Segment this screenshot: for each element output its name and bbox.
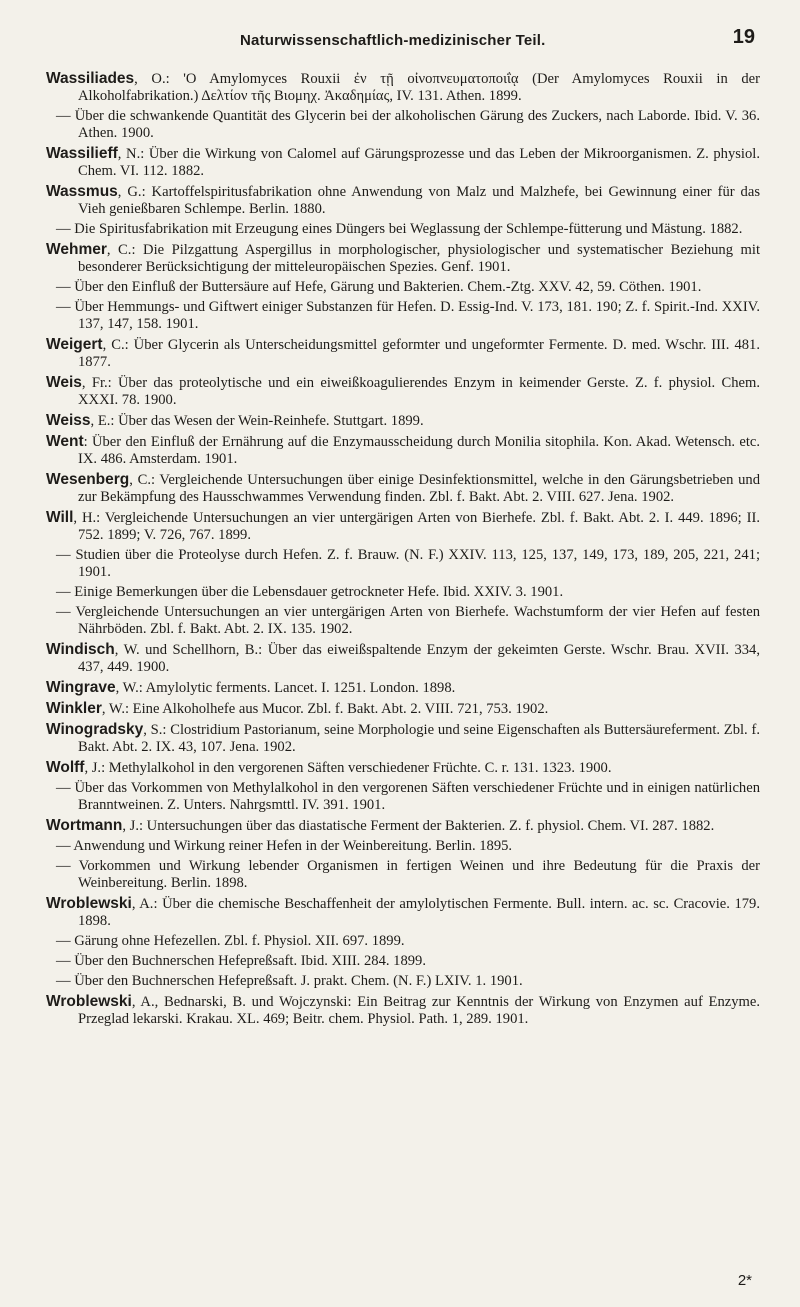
entry-author: Weis — [46, 374, 82, 391]
entry-author: Wassiliades — [46, 70, 135, 87]
entry-author: Went — [46, 433, 84, 450]
entry-text: , A.: Über die chemische Beschaffenheit der amylolytischen Fermente. Bull. intern. ac. sc. Cracovie. 179. 1898. — [78, 896, 760, 929]
entry-author: Wehmer — [46, 241, 107, 258]
running-head: Naturwissenschaftlich-medizinischer Teil. — [240, 32, 546, 49]
bibliography-entry — [46, 183, 760, 218]
entry-text: , C.: Vergleichende Untersuchungen über einige Desinfektionsmittel, welche in den Gärungsbetrieben und zur Bekämpfung des Hausschwammes Verwendung finden. Zbl. f. Bakt. Abt. 2. VIII. 627. Jena. 1902. — [78, 472, 760, 505]
bibliography-entry — [46, 145, 760, 180]
entry-text: , J.: Untersuchungen über das diastatische Ferment der Bakterien. Z. f. physiol. Chem. VI. 287. 1882. — [122, 818, 715, 834]
entry-author: Wortmann — [46, 817, 123, 834]
entry-author: Wroblewski — [46, 993, 132, 1010]
bibliography-entry — [46, 471, 760, 506]
entry-text: , H.: Vergleichende Untersuchungen an vier untergärigen Arten von Bierhefe. Zbl. f. Bakt. Abt. 2. I. 449. 1896; II. 752. 1899; V. 726, 767. 1899. — [73, 510, 760, 543]
entry-text: — Über den Einfluß der Buttersäure auf Hefe, Gärung und Bakterien. Chem.-Ztg. XXV. 42, 59. Cöthen. 1901. — [56, 279, 702, 295]
entry-author: Wesenberg — [46, 471, 130, 488]
bibliography-entry — [46, 838, 760, 855]
bibliography-entry — [46, 299, 760, 333]
entry-text: — Studien über die Proteolyse durch Hefen. Z. f. Brauw. (N. F.) XXIV. 113, 125, 137, 149, 173, 189, 205, 221, 241; 1901. — [56, 547, 760, 580]
entry-author: Weigert — [46, 336, 103, 353]
bibliography-entry — [46, 895, 760, 930]
bibliography-entry — [46, 858, 760, 892]
bibliography-entry — [46, 221, 760, 238]
entry-text: — Gärung ohne Hefezellen. Zbl. f. Physiol. XII. 697. 1899. — [56, 933, 405, 949]
entry-text: — Über den Buchnerschen Hefepreßsaft. J. prakt. Chem. (N. F.) LXIV. 1. 1901. — [56, 973, 523, 989]
entry-text: , N.: Über die Wirkung von Calomel auf Gärungsprozesse und das Leben der Mikroorganismen. Z. physiol. Chem. VI. 112. 1882. — [78, 146, 760, 179]
entry-text: — Über das Vorkommen von Methylalkohol in den vergorenen Säften verschiedener Früchte und in einigen natürlichen Branntweinen. Z. Unters. Nahrgsmttl. IV. 391. 1901. — [56, 780, 760, 813]
entry-text: — Über Hemmungs- und Giftwert einiger Substanzen für Hefen. D. Essig-Ind. V. 173, 181. 190; Z. f. Spirit.-Ind. XXIV. 137, 147, 158. 1901. — [56, 299, 760, 332]
entry-author: Wroblewski — [46, 895, 132, 912]
entry-text: , C.: Über Glycerin als Unterscheidungsmittel geformter und ungeformter Fermente. D. med. Wschr. III. 481. 1877. — [78, 337, 760, 370]
entry-text: , E.: Über das Wesen der Wein-Reinhefe. Stuttgart. 1899. — [90, 413, 424, 429]
bibliography-entry — [46, 679, 760, 697]
entry-text: , J.: Methylalkohol in den vergorenen Säften verschiedener Früchte. C. r. 131. 1323. 1900. — [84, 760, 612, 776]
signature-mark: 2* — [737, 1272, 752, 1289]
entry-author: Winogradsky — [46, 721, 144, 738]
entry-text: , Fr.: Über das proteolytische und ein eiweißkoagulierendes Enzym in keimender Gerste. Z. f. physiol. Chem. XXXI. 78. 1900. — [78, 375, 760, 408]
bibliography-entry — [46, 721, 760, 756]
entry-author: Will — [46, 509, 74, 526]
bibliography-entry — [46, 817, 760, 835]
bibliography-entry — [46, 759, 760, 777]
entry-text: : Über den Einfluß der Ernährung auf die Enzymausscheidung durch Monilia sitophila. Kon. Akad. Wetensch. etc. IX. 486. Amsterdam. 1901. — [78, 434, 760, 467]
entry-text: , A., Bednarski, B. und Wojczynski: Ein Beitrag zur Kenntnis der Wirkung von Enzymen auf Enzyme. Przeglad lekarski. Krakau. XL. 469; Beitr. chem. Physiol. Path. 1, 289. 1901. — [78, 994, 760, 1027]
entry-text: — Vorkommen und Wirkung lebender Organismen in fertigen Weinen und ihre Bedeutung für die Praxis der Weinbereitung. Berlin. 1898. — [56, 858, 760, 891]
bibliography-entry — [46, 412, 760, 430]
entry-text: , O.: 'O Amylomyces Rouxii ἐν τῇ οἰνοπνευματοποιΐᾳ (Der Amylomyces Rouxii in der Alkoholfabrikation.) Δελτίον τῆς Βιομηχ. Ἀκαδημίας, IV. 131. Athen. 1899. — [78, 71, 760, 104]
entry-author: Wassilieff — [46, 145, 118, 162]
entry-text: , C.: Die Pilzgattung Aspergillus in morphologischer, physiologischer und systematischer Beziehung mit besonderer Berücksichtigung der mitteleuropäischen Spezies. Genf. 1901. — [78, 242, 760, 275]
entry-text: , W.: Amylolytic ferments. Lancet. I. 1251. London. 1898. — [115, 680, 456, 696]
bibliography-entry — [46, 780, 760, 814]
entry-text: , S.: Clostridium Pastorianum, seine Morphologie und seine Eigenschaften als Buttersäureferment. Zbl. f. Bakt. Abt. 2. IX. 43, 107. Jena. 1902. — [78, 722, 760, 755]
bibliography-entry — [46, 993, 760, 1028]
bibliography-entry — [46, 973, 760, 990]
bibliography-entry — [46, 374, 760, 409]
entry-text: , W.: Eine Alkoholhefe aus Mucor. Zbl. f. Bakt. Abt. 2. VIII. 721, 753. 1902. — [101, 701, 549, 717]
entry-author: Wingrave — [46, 679, 116, 696]
entry-text: — Vergleichende Untersuchungen an vier untergärigen Arten von Bierhefe. Wachstumform der vier Hefen auf festen Nährböden. Zbl. f. Bakt. Abt. 2. IX. 135. 1902. — [56, 604, 760, 637]
bibliography-entry — [46, 279, 760, 296]
entry-author: Wolff — [46, 759, 85, 776]
entry-text: — Die Spiritusfabrikation mit Erzeugung eines Düngers bei Weglassung der Schlempe-fütterung und Mästung. 1882. — [56, 221, 743, 237]
bibliography-entry — [46, 547, 760, 581]
entry-text: , W. und Schellhorn, B.: Über das eiweißspaltende Enzym der gekeimten Gerste. Wschr. Brau. XVII. 334, 437, 449. 1900. — [78, 642, 760, 675]
entry-author: Windisch — [46, 641, 115, 658]
entry-text: — Einige Bemerkungen über die Lebensdauer getrockneter Hefe. Ibid. XXIV. 3. 1901. — [56, 584, 564, 600]
entry-text: — Anwendung und Wirkung reiner Hefen in der Weinbereitung. Berlin. 1895. — [56, 838, 513, 854]
bibliography-entry — [46, 933, 760, 950]
bibliography-list — [46, 70, 760, 1031]
bibliography-entry — [46, 641, 760, 676]
bibliography-entry — [46, 108, 760, 142]
bibliography-entry — [46, 433, 760, 468]
bibliography-entry — [46, 241, 760, 276]
entry-author: Winkler — [46, 700, 102, 717]
bibliography-entry — [46, 509, 760, 544]
bibliography-entry — [46, 700, 760, 718]
entry-author: Wassmus — [46, 183, 118, 200]
bibliography-entry — [46, 70, 760, 105]
entry-text: — Über den Buchnerschen Hefepreßsaft. Ibid. XIII. 284. 1899. — [56, 953, 426, 969]
bibliography-entry — [46, 953, 760, 970]
entry-author: Weiss — [46, 412, 91, 429]
entry-text: , G.: Kartoffelspiritusfabrikation ohne Anwendung von Malz und Malzhefe, bei Gewinnung einer für das Vieh genießbaren Schlempe. Berlin. 1880. — [78, 184, 760, 217]
bibliography-entry — [46, 584, 760, 601]
bibliography-entry — [46, 604, 760, 638]
bibliography-entry — [46, 336, 760, 371]
page-header — [40, 24, 755, 52]
page-number: 19 — [732, 26, 755, 48]
entry-text: — Über die schwankende Quantität des Glycerin bei der alkoholischen Gärung des Zuckers, nach Laborde. Ibid. V. 36. Athen. 1900. — [56, 108, 760, 141]
